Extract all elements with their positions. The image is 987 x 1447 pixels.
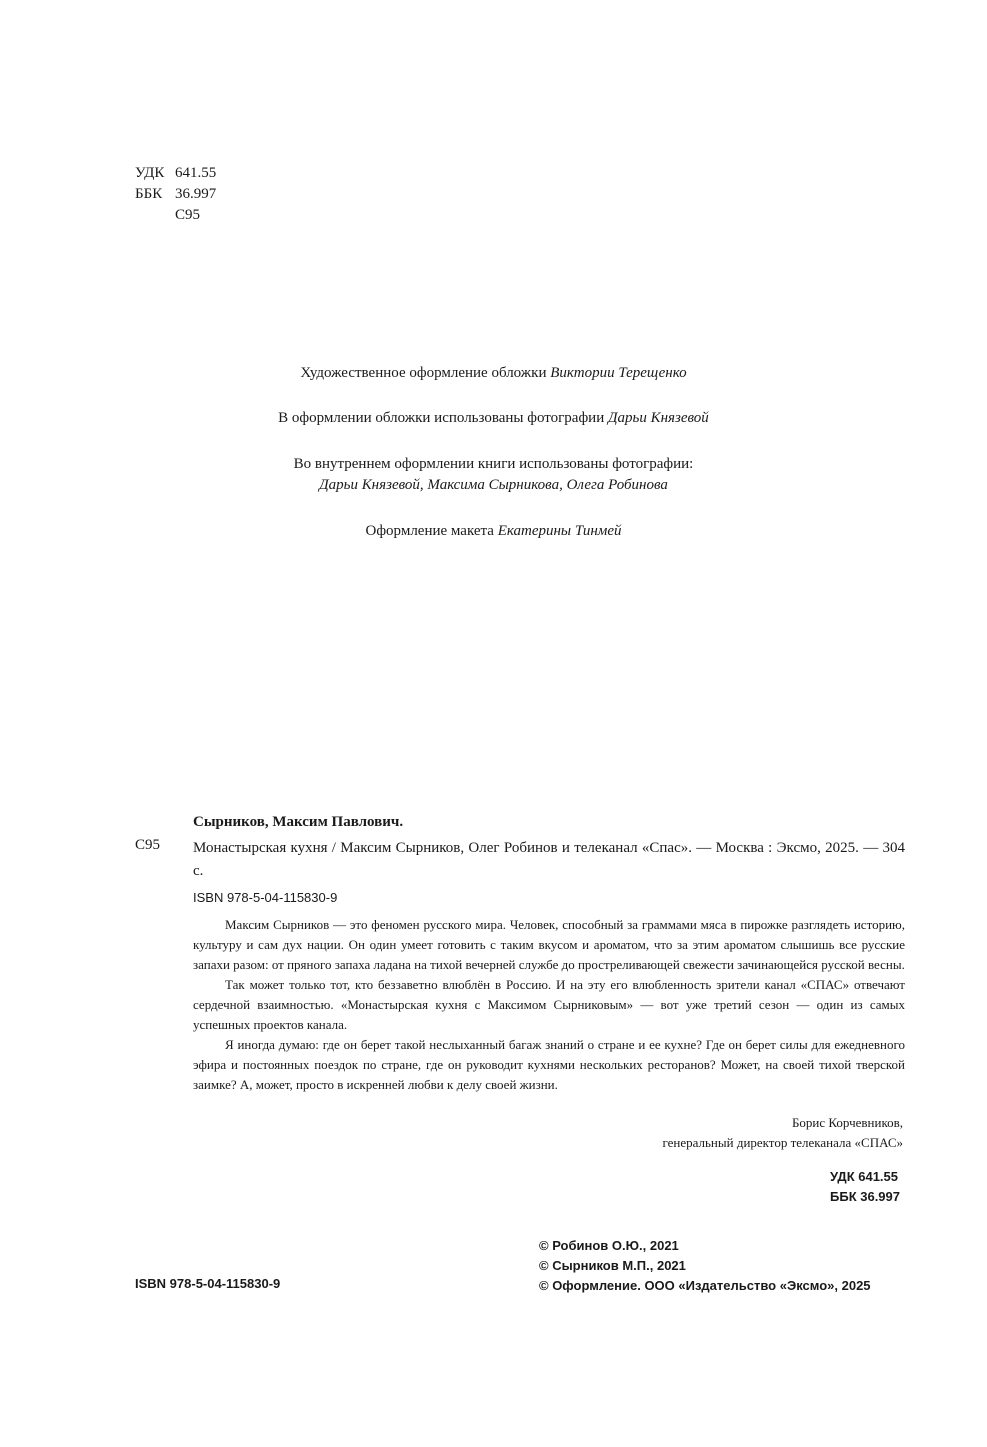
udk-label: УДК [135,165,165,181]
signature-name: Борис Корчевников, [791,1115,903,1130]
top-classification-codes [135,163,216,226]
inner-photos-label: Во внутреннем оформлении книги использованы фотографии: [293,456,694,472]
copyright-line: © Оформление. ООО «Издательство «Эксмо», 2025 [539,1278,871,1293]
cover-photographer-name: Дарьи Князевой [607,410,709,426]
inner-photos-credit [0,454,987,496]
isbn-bold: ISBN 978-5-04-115830-9 [135,1276,281,1291]
annotation-paragraph: Я иногда думаю: где он берет такой неслыханный багаж знаний о стране и ее кухне? Где он берет силы для ежедневного эфира и постоянных поездок по стране, где он руководит кухнями нескольких ресторанов? Может, на своей тихой тверской заимке? А, может, просто в искренней любви к делу своей жизни. [193,1037,905,1092]
bbk-bold: ББК 36.997 [830,1189,900,1204]
catalog-author: Сырников, Максим Павлович. [193,814,404,830]
cover-designer-name: Виктории Терещенко [550,365,687,381]
annotation-signature [662,1113,903,1153]
layout-designer-name: Екатерины Тинмей [497,523,622,539]
annotation [193,915,905,1095]
bibliographic-description: Монастырская кухня / Максим Сырников, Олег Робинов и телеканал «Спас». — Москва : Эксмо, 2025. — 304 с. [193,840,905,879]
signature-title: генеральный директор телеканала «СПАС» [662,1135,903,1150]
author-code: С95 [175,207,201,223]
classification-block [830,1167,900,1207]
udk-value: 641.55 [175,165,217,181]
copyright-line: © Сырников М.П., 2021 [539,1258,686,1273]
inner-photographers-names: Дарьи Князевой, Максима Сырникова, Олега Робинова [319,477,668,493]
author-code-row [135,205,216,226]
copyright-line: © Робинов О.Ю., 2021 [539,1238,679,1253]
annotation-paragraph: Максим Сырников — это феномен русского мира. Человек, способный за граммами мяса в пирожке разглядеть историю, культуру и сам дух нации. Он один умеет готовить с таким вкусом и ароматом, что за этим ароматом слышишь все русские запахи разом: от пряного запаха ладана на тихой вечерней службе до простреливающей свежести зачинающейся русской весны. [193,917,905,972]
cover-photos-credit: В оформлении обложки использованы фотографии Дарьи Князевой [278,410,709,426]
annotation-paragraph: Так может только тот, кто беззаветно влюблён в Россию. И на эту его влюбленность зрители канал «СПАС» отвечают сердечной взаимностью. «Монастырская кухня с Максимом Сырниковым» — вот уже третий сезон — один из самых успешных проектов канала. [193,977,905,1032]
udk-row [135,163,216,184]
catalog-code: С95 [135,837,161,853]
udk-bold: УДК 641.55 [830,1169,898,1184]
bbk-row [135,184,216,205]
cover-design-credit: Художественное оформление обложки Виктории Терещенко [300,365,687,381]
layout-credit: Оформление макета Екатерины Тинмей [365,523,622,539]
copyright-block [539,1236,871,1296]
bbk-value: 36.997 [175,186,217,202]
catalog-isbn: ISBN 978-5-04-115830-9 [193,890,338,905]
bbk-label: ББК [135,186,163,202]
